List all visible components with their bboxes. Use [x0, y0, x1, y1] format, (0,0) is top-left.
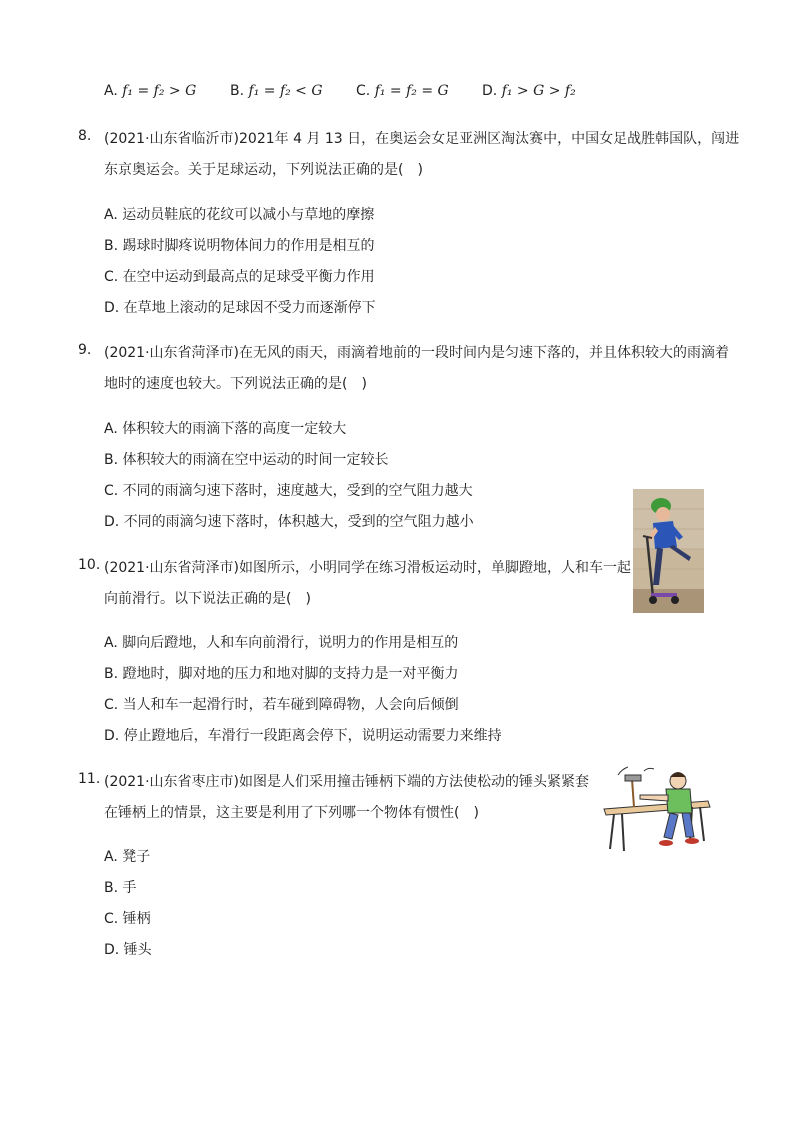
- choice-a: A. 脚向后蹬地，人和车向前滑行，说明力的作用是相互的: [104, 635, 459, 651]
- question-stem-line: (2021·山东省枣庄市)如图是人们采用撞击锤柄下端的方法使松动的锤头紧紧套: [104, 774, 590, 790]
- question-number: 11.: [78, 771, 101, 787]
- question-number: 10.: [78, 557, 101, 573]
- scooter-boy-photo: [633, 489, 704, 613]
- q7-options: [104, 83, 608, 99]
- question-number: 9.: [78, 342, 92, 358]
- question-stem-line: (2021·山东省菏泽市)如图所示，小明同学在练习滑板运动时，单脚蹬地，人和车一起: [104, 560, 632, 576]
- choice-a: A. 体积较大的雨滴下落的高度一定较大: [104, 421, 347, 437]
- choice-a: A. 运动员鞋底的花纹可以减小与草地的摩擦: [104, 207, 375, 223]
- choice-b: B. 蹬地时，脚对地的压力和地对脚的支持力是一对平衡力: [104, 666, 459, 682]
- q7-option-a: A. f₁ = f₂ > G: [104, 83, 197, 99]
- q7-option-c: C. f₁ = f₂ = G: [356, 83, 449, 99]
- choice-d: D. 不同的雨滴匀速下落时，体积越大，受到的空气阻力越小: [104, 514, 474, 530]
- choice-c: C. 锤柄: [104, 911, 151, 927]
- choice-b: B. 手: [104, 880, 137, 896]
- q7-option-b: B. f₁ = f₂ < G: [230, 83, 323, 99]
- question-stem-line: 向前滑行。以下说法正确的是( ): [104, 591, 311, 607]
- choice-d: D. 停止蹬地后，车滑行一段距离会停下，说明运动需要力来维持: [104, 728, 502, 744]
- hammer-bench-cartoon: [600, 765, 716, 857]
- question-stem-line: (2021·山东省菏泽市)在无风的雨天，雨滴着地前的一段时间内是匀速下落的，并且体积较大的雨滴着: [104, 345, 730, 361]
- choice-d: D. 锤头: [104, 942, 152, 958]
- choice-c: C. 在空中运动到最高点的足球受平衡力作用: [104, 269, 375, 285]
- choice-c: C. 当人和车一起滑行时，若车碰到障碍物，人会向后倾倒: [104, 697, 459, 713]
- choice-a: A. 凳子: [104, 849, 151, 865]
- question-stem-line: 在锤柄上的情景，这主要是利用了下列哪一个物体有惯性( ): [104, 805, 479, 821]
- question-number: 8.: [78, 128, 92, 144]
- question-stem-line: (2021·山东省临沂市)2021年 4 月 13 日，在奥运会女足亚洲区淘汰赛中，中国女足战胜韩国队，闯进: [104, 131, 740, 147]
- choice-d: D. 在草地上滚动的足球因不受力而逐渐停下: [104, 300, 376, 316]
- question-stem-line: 东京奥运会。关于足球运动，下列说法正确的是( ): [104, 162, 423, 178]
- q7-option-d: D. f₁ > G > f₂: [482, 83, 576, 99]
- choice-b: B. 踢球时脚疼说明物体间力的作用是相互的: [104, 238, 375, 254]
- question-stem-line: 地时的速度也较大。下列说法正确的是( ): [104, 376, 367, 392]
- choice-b: B. 体积较大的雨滴在空中运动的时间一定较长: [104, 452, 389, 468]
- choice-c: C. 不同的雨滴匀速下落时，速度越大，受到的空气阻力越大: [104, 483, 473, 499]
